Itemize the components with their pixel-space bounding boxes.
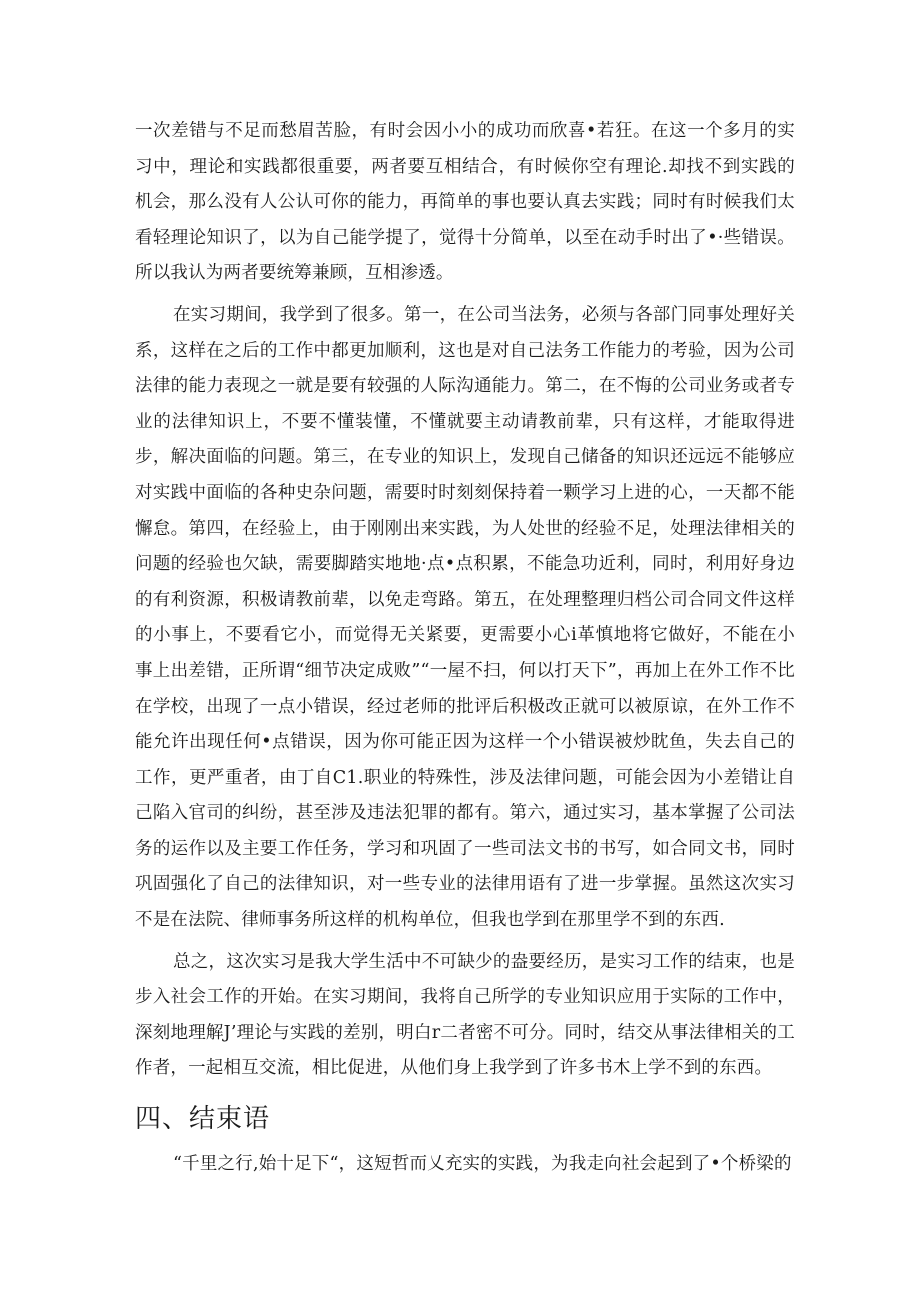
paragraph-continuation: 一次差错与不足而愁眉苦脸，有时会因小小的成功而欣喜•若狂。在这一个多月的实习中，理论和实践都很重要，两者要互相结合，有时候你空有理论.却找不到实践的机会，那么没有人公认可你的能力，再简单的事也要认真去实践；同时有时候我们太看轻理论知识了，以为自己能学提了，觉得十分简单，以至在动手时出了•·些错误。所以我认为两者要统筹兼顾，互相渗透。 — [135, 121, 795, 284]
paragraph-learnings: 在实习期间，我学到了很多。第一，在公司当法务，必须与各部门同事处理好关系，这样在之后的工作中都更加顺利，这也是对自己法务工作能力的考验，因为公司法律的能力表现之一就是要有较强的人际沟通能力。第二，在不悔的公司业务或者专业的法律知识上，不要不懂装懂，不懂就要主动请教前辈，只有这样，才能取得进步，解决面临的问题。第三，在专业的知识上，发现自己储备的知识还远远不能够应对实践中面临的各种史杂问题，需要时时刻刻保持着一颗学习上进的心，一天都不能懈怠。第四，在经验上，由于刚刚出来实践，为人处世的经验不足，处理法律相关的问题的经验也欠缺，需要脚踏实地地·点•点积累，不能急功近利，同时，利用好身边的有利资源，积极请教前辈，以免走弯路。第五，在处理整理归档公司合同文件这样的小事上，不要看它小，而觉得无关紧要，更需要小心i革慎地将它做好，不能在小事上出差错，正所谓“细节决定成败”“一屋不扫，何以打天下”，再加上在外工作不比在学校，出现了一点小错误，经过老师的批评后积极改正就可以被原谅，在外工作不能允许出现任何•点错误，因为你可能正因为这样一个小错误被炒眈鱼，失去自己的工作，更严重者，由丁自C1.职业的特殊性，涉及法律问题，可能会因为小差错让自己陷入官司的纠纷，甚至涉及违法犯罪的都有。第六，通过实习，基本掌握了公司法务的运作以及主要工作任务，学习和巩固了一些司法文书的书写，如合同文书，同时巩固强化了自己的法律知识，对一些专业的法律用语有了进一步掌握。虽然这次实习不是在法院、律师事务所这样的机构单位，但我也学到在那里学不到的东西. — [135, 304, 795, 931]
document-body — [135, 114, 795, 1183]
paragraph-conclusion: “千里之行,始十足下“，这短哲而乂充实的实践，为我走向社会起到了•个桥梁的 — [173, 1154, 792, 1175]
section-heading-conclusion: 四、结束语 — [135, 1104, 271, 1135]
paragraph-summary: 总之，这次实习是我大学生活中不可缺少的盎要经历，是实习工作的结束，也是步入社会工作的开始。在实习期间，我将自己所学的专业知识应用于实际的工作中，深刻地理解J’理论与实践的差别，明白r二者密不可分。同时，结交从事法律相关的工作者，一起相互交流，相比促进，从他们身上我学到了许多书木上学不到的东西。 — [135, 951, 795, 1079]
